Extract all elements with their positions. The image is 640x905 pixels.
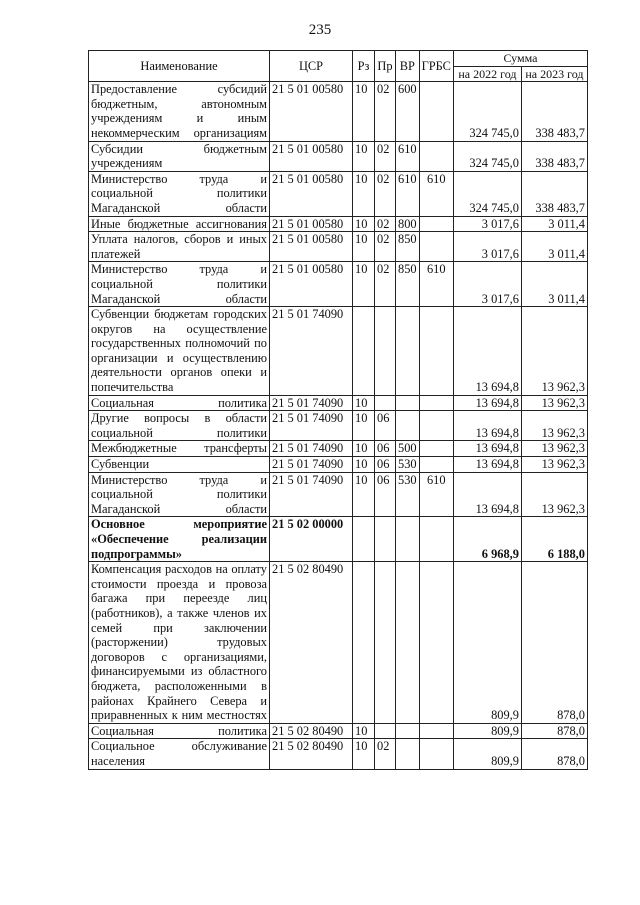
row-grbs <box>419 517 453 562</box>
row-name: Социальное обслуживание населения <box>89 739 270 769</box>
row-name: Основное мероприятие «Обеспечение реализации подпрограммы» <box>89 517 270 562</box>
row-name: Субвенции <box>89 457 270 473</box>
row-rz: 10 <box>353 723 375 739</box>
row-pr <box>375 307 396 396</box>
row-rz: 10 <box>353 82 375 141</box>
row-pr: 02 <box>375 171 396 216</box>
row-name: Субвенции бюджетам городских округов на осуществление государственных полномочий по организации и осуществлению деятельности органов опеки и попечительства <box>89 307 270 396</box>
row-sum-2023: 13 962,3 <box>521 411 587 441</box>
row-sum-2022: 3 017,6 <box>453 232 521 262</box>
row-csr: 21 5 01 00580 <box>270 216 353 232</box>
row-csr: 21 5 02 80490 <box>270 723 353 739</box>
budget-table <box>88 50 588 770</box>
row-grbs <box>419 457 453 473</box>
row-rz <box>353 562 375 724</box>
table-row <box>89 141 588 171</box>
row-rz <box>353 517 375 562</box>
row-name: Социальная политика <box>89 723 270 739</box>
row-rz: 10 <box>353 411 375 441</box>
row-pr: 02 <box>375 232 396 262</box>
table-row <box>89 82 588 141</box>
header-2023: на 2023 год <box>521 66 587 82</box>
row-vr <box>396 307 420 396</box>
row-vr <box>396 411 420 441</box>
table-row <box>89 562 588 724</box>
row-sum-2023: 3 011,4 <box>521 232 587 262</box>
row-vr <box>396 395 420 411</box>
row-sum-2023: 3 011,4 <box>521 216 587 232</box>
header-pr: Пр <box>375 51 396 82</box>
row-csr: 21 5 01 74090 <box>270 395 353 411</box>
table-row <box>89 232 588 262</box>
row-csr: 21 5 01 00580 <box>270 82 353 141</box>
row-sum-2022: 809,9 <box>453 562 521 724</box>
row-sum-2022: 3 017,6 <box>453 216 521 232</box>
row-csr: 21 5 01 74090 <box>270 411 353 441</box>
row-pr: 02 <box>375 82 396 141</box>
row-vr: 500 <box>396 441 420 457</box>
row-pr: 02 <box>375 141 396 171</box>
row-csr: 21 5 01 74090 <box>270 441 353 457</box>
row-grbs <box>419 82 453 141</box>
row-sum-2022: 324 745,0 <box>453 171 521 216</box>
row-sum-2022: 324 745,0 <box>453 141 521 171</box>
row-sum-2023: 13 962,3 <box>521 441 587 457</box>
row-vr <box>396 517 420 562</box>
row-name: Министерство труда и социальной политики Магаданской области <box>89 472 270 517</box>
row-sum-2023: 338 483,7 <box>521 171 587 216</box>
row-grbs <box>419 216 453 232</box>
row-grbs <box>419 723 453 739</box>
table-header <box>89 51 588 82</box>
row-sum-2023: 13 962,3 <box>521 307 587 396</box>
row-pr: 06 <box>375 441 396 457</box>
row-rz: 10 <box>353 441 375 457</box>
header-2022: на 2022 год <box>453 66 521 82</box>
row-name: Межбюджетные трансферты <box>89 441 270 457</box>
row-sum-2022: 6 968,9 <box>453 517 521 562</box>
table-row <box>89 171 588 216</box>
row-pr: 02 <box>375 262 396 307</box>
header-rz: Рз <box>353 51 375 82</box>
row-grbs <box>419 395 453 411</box>
table-row <box>89 395 588 411</box>
row-vr: 530 <box>396 472 420 517</box>
row-csr: 21 5 01 00580 <box>270 232 353 262</box>
row-vr: 530 <box>396 457 420 473</box>
row-csr: 21 5 02 80490 <box>270 739 353 769</box>
row-csr: 21 5 01 00580 <box>270 141 353 171</box>
row-rz: 10 <box>353 141 375 171</box>
row-rz: 10 <box>353 472 375 517</box>
row-sum-2022: 809,9 <box>453 723 521 739</box>
header-vr: ВР <box>396 51 420 82</box>
row-rz <box>353 307 375 396</box>
row-grbs <box>419 441 453 457</box>
row-sum-2023: 13 962,3 <box>521 472 587 517</box>
row-sum-2023: 13 962,3 <box>521 457 587 473</box>
row-sum-2022: 13 694,8 <box>453 441 521 457</box>
row-sum-2022: 3 017,6 <box>453 262 521 307</box>
row-name: Другие вопросы в области социальной политики <box>89 411 270 441</box>
row-csr: 21 5 02 80490 <box>270 562 353 724</box>
row-grbs <box>419 232 453 262</box>
header-sum: Сумма <box>453 51 587 67</box>
table-row <box>89 216 588 232</box>
row-grbs <box>419 739 453 769</box>
row-sum-2022: 809,9 <box>453 739 521 769</box>
row-pr <box>375 395 396 411</box>
row-name: Иные бюджетные ассигнования <box>89 216 270 232</box>
row-rz: 10 <box>353 262 375 307</box>
row-grbs <box>419 411 453 441</box>
row-rz: 10 <box>353 232 375 262</box>
row-vr: 600 <box>396 82 420 141</box>
row-pr <box>375 562 396 724</box>
row-name: Министерство труда и социальной политики Магаданской области <box>89 262 270 307</box>
row-rz: 10 <box>353 216 375 232</box>
row-csr: 21 5 01 00580 <box>270 262 353 307</box>
row-sum-2023: 6 188,0 <box>521 517 587 562</box>
row-rz: 10 <box>353 395 375 411</box>
table-row <box>89 517 588 562</box>
row-vr: 850 <box>396 232 420 262</box>
row-vr: 800 <box>396 216 420 232</box>
table-row <box>89 723 588 739</box>
row-pr: 06 <box>375 472 396 517</box>
row-sum-2023: 878,0 <box>521 562 587 724</box>
row-name: Субсидии бюджетным учреждениям <box>89 141 270 171</box>
row-sum-2023: 3 011,4 <box>521 262 587 307</box>
row-sum-2022: 324 745,0 <box>453 82 521 141</box>
row-sum-2023: 338 483,7 <box>521 141 587 171</box>
row-vr: 850 <box>396 262 420 307</box>
row-grbs <box>419 562 453 724</box>
row-sum-2023: 338 483,7 <box>521 82 587 141</box>
row-sum-2022: 13 694,8 <box>453 457 521 473</box>
row-csr: 21 5 01 00580 <box>270 171 353 216</box>
row-pr: 06 <box>375 411 396 441</box>
row-csr: 21 5 01 74090 <box>270 307 353 396</box>
header-csr: ЦСР <box>270 51 353 82</box>
row-name: Компенсация расходов на оплату стоимости проезда и провоза багажа при переезде лиц (работников), а также членов их семей при заключении (расторжении) трудовых договоров с организациями, финансируемыми из областного бюджета, расположенными в районах Крайнего Севера и приравненных к ним местностях <box>89 562 270 724</box>
table-row <box>89 411 588 441</box>
row-rz: 10 <box>353 171 375 216</box>
row-name: Предоставление субсидий бюджетным, автономным учреждениям и иным некоммерческим организациям <box>89 82 270 141</box>
table-row <box>89 739 588 769</box>
row-grbs: 610 <box>419 472 453 517</box>
row-grbs: 610 <box>419 262 453 307</box>
header-grbs: ГРБС <box>419 51 453 82</box>
row-vr <box>396 723 420 739</box>
row-pr: 06 <box>375 457 396 473</box>
row-pr: 02 <box>375 739 396 769</box>
table-row <box>89 307 588 396</box>
table-row <box>89 262 588 307</box>
row-vr <box>396 739 420 769</box>
row-grbs <box>419 307 453 396</box>
row-sum-2023: 878,0 <box>521 723 587 739</box>
row-name: Уплата налогов, сборов и иных платежей <box>89 232 270 262</box>
table-row <box>89 472 588 517</box>
row-name: Социальная политика <box>89 395 270 411</box>
row-grbs: 610 <box>419 171 453 216</box>
row-vr: 610 <box>396 171 420 216</box>
row-sum-2022: 13 694,8 <box>453 307 521 396</box>
row-pr: 02 <box>375 216 396 232</box>
row-pr <box>375 517 396 562</box>
header-name: Наименование <box>89 51 270 82</box>
row-sum-2023: 13 962,3 <box>521 395 587 411</box>
row-name: Министерство труда и социальной политики Магаданской области <box>89 171 270 216</box>
page-number: 235 <box>308 22 332 38</box>
table-row <box>89 457 588 473</box>
row-csr: 21 5 01 74090 <box>270 472 353 517</box>
table-row <box>89 441 588 457</box>
row-csr: 21 5 01 74090 <box>270 457 353 473</box>
row-grbs <box>419 141 453 171</box>
row-vr: 610 <box>396 141 420 171</box>
row-csr: 21 5 02 00000 <box>270 517 353 562</box>
row-pr <box>375 723 396 739</box>
row-rz: 10 <box>353 739 375 769</box>
table-body <box>89 82 588 769</box>
row-sum-2022: 13 694,8 <box>453 472 521 517</box>
row-sum-2023: 878,0 <box>521 739 587 769</box>
row-sum-2022: 13 694,8 <box>453 411 521 441</box>
row-rz: 10 <box>353 457 375 473</box>
row-sum-2022: 13 694,8 <box>453 395 521 411</box>
row-vr <box>396 562 420 724</box>
